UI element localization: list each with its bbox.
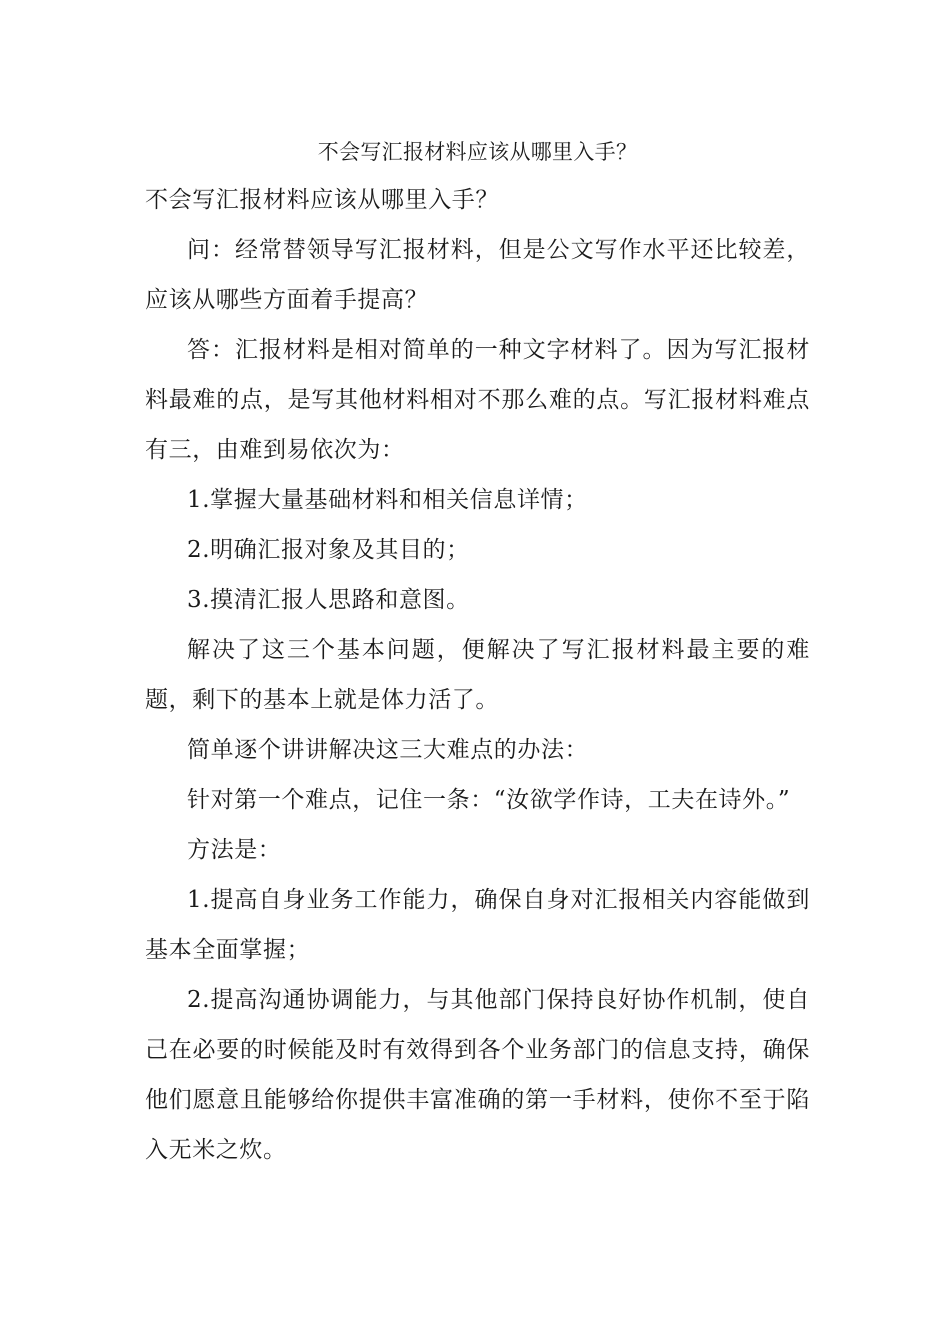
paragraph-summary: 解决了这三个基本问题，便解决了写汇报材料最主要的难题，剩下的基本上就是体力活了。 [145,637,810,713]
paragraph-method-label: 方法是： [187,837,282,863]
list-item-difficulty-1: 1.掌握大量基础材料和相关信息详情； [187,487,588,513]
paragraph-question: 问：经常替领导写汇报材料，但是公文写作水平还比较差，应该从哪些方面着手提高？ [145,237,810,313]
document-page [145,127,810,1175]
paragraph-first-difficulty: 针对第一个难点，记住一条：“汝欲学作诗，工夫在诗外。” [187,787,791,813]
paragraph-subtitle: 不会写汇报材料应该从哪里入手？ [145,187,499,213]
document-title: 不会写汇报材料应该从哪里入手？ [317,140,638,164]
list-item-difficulty-3: 3.摸清汇报人思路和意图。 [187,587,470,613]
paragraph-answer: 答：汇报材料是相对简单的一种文字材料了。因为写汇报材料最难的点，是写其他材料相对不那么难的点。写汇报材料难点有三，由难到易依次为： [145,337,810,463]
paragraph-methods-intro: 简单逐个讲讲解决这三大难点的办法： [187,737,589,763]
list-item-method-2: 2.提高沟通协调能力，与其他部门保持良好协作机制，使自己在必要的时候能及时有效得到各个业务部门的信息支持，确保他们愿意且能够给你提供丰富准确的第一手材料，使你不至于陷入无米之炊。 [145,987,810,1163]
list-item-method-1: 1.提高自身业务工作能力，确保自身对汇报相关内容能做到基本全面掌握； [145,887,810,963]
list-item-difficulty-2: 2.明确汇报对象及其目的； [187,537,470,563]
